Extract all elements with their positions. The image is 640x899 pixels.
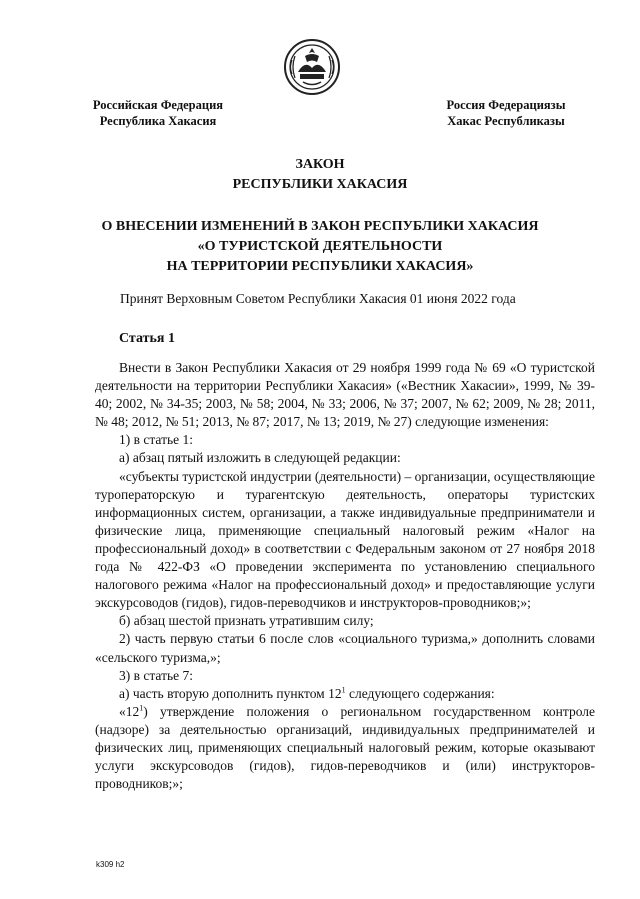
law-subject-line3: НА ТЕРРИТОРИИ РЕСПУБЛИКИ ХАКАСИЯ» bbox=[166, 259, 474, 274]
paragraph-9-sup: 1 bbox=[139, 703, 144, 713]
header-left bbox=[88, 97, 228, 129]
header-left-line1: Российская Федерация bbox=[92, 98, 224, 112]
paragraph-3: а) абзац пятый изложить в следующей редакции: bbox=[119, 450, 401, 466]
law-subject bbox=[0, 217, 640, 277]
paragraph-9 bbox=[95, 703, 595, 793]
header-left-line2: Республика Хакасия bbox=[99, 114, 217, 128]
paragraph-9-rest: ) утверждение положения о региональном государственном контроле (надзоре) за деятельностью организаций, индивидуальных предпринимателей и физических лиц, применяющих специальный налоговый режим, которые оказывают услуги экскурсоводов (гидов), гидов-переводчиков и (или) инструкторов-проводников;»; bbox=[95, 703, 595, 792]
footer-code: k309 h2 bbox=[96, 860, 125, 869]
adoption-note: Принят Верховным Советом Республики Хакасия 01 июня 2022 года bbox=[120, 291, 516, 306]
law-subject-line2: «О ТУРИСТСКОЙ ДЕЯТЕЛЬНОСТИ bbox=[197, 239, 443, 254]
paragraph-8 bbox=[95, 685, 595, 703]
article-body bbox=[95, 359, 595, 793]
law-subject-line1: О ВНЕСЕНИИ ИЗМЕНЕНИЙ В ЗАКОН РЕСПУБЛИКИ ХАКАСИЯ bbox=[101, 219, 539, 234]
paragraph-2: 1) в статье 1: bbox=[119, 432, 193, 448]
paragraph-4: «субъекты туристской индустрии (деятельности) – организации, осуществляющие туроператорскую и турагентскую деятельность, операторы туристских информационных систем, организации, а также индивидуальные предприниматели и физические лица, применяющие специальный налоговый режим «Налог на профессиональный доход» в соответствии с Федеральным законом от 27 ноября 2018 года № 422-ФЗ «О проведении эксперимента по установлению специального налогового режима «Налог на профессиональный доход» и предоставляющие услуги экскурсоводов (гидов), гидов-переводчиков и инструкторов-проводников;»; bbox=[95, 468, 595, 611]
law-title bbox=[0, 155, 640, 195]
khakassia-coat-of-arms-icon bbox=[283, 38, 341, 96]
paragraph-5: б) абзац шестой признать утратившим силу; bbox=[119, 613, 374, 629]
paragraph-1: Внести в Закон Республики Хакасия от 29 ноября 1999 года № 69 «О туристской деятельности на территории Республики Хакасия» («Вестник Хакасии», 1999, № 39-40; 2002, № 34-35; 2003, № 58; 2004, № 33; 2006, № 37; 2007, № 62; 2009, № 28; 2011, № 48; 2012, № 51; 2013, № 87; 2017, № 13; 2019, № 27) следующие изменения: bbox=[95, 360, 595, 430]
paragraph-9-text: «12 bbox=[119, 703, 140, 719]
paragraph-8-rest: следующего содержания: bbox=[345, 685, 495, 701]
header-right-line1: Россия Федерациязы bbox=[446, 98, 566, 112]
header-right-line2: Хакас Республиказы bbox=[447, 114, 565, 128]
header-right bbox=[436, 97, 576, 129]
law-title-line2: РЕСПУБЛИКИ ХАКАСИЯ bbox=[232, 177, 408, 192]
paragraph-8-sup: 1 bbox=[341, 685, 346, 695]
law-title-line1: ЗАКОН bbox=[295, 157, 345, 172]
article-heading: Статья 1 bbox=[119, 331, 175, 346]
paragraph-6: 2) часть первую статьи 6 после слов «социального туризма,» дополнить словами «сельского туризма,»; bbox=[95, 631, 595, 665]
paragraph-7: 3) в статье 7: bbox=[119, 667, 193, 683]
paragraph-8-text: а) часть вторую дополнить пунктом 12 bbox=[119, 685, 342, 701]
